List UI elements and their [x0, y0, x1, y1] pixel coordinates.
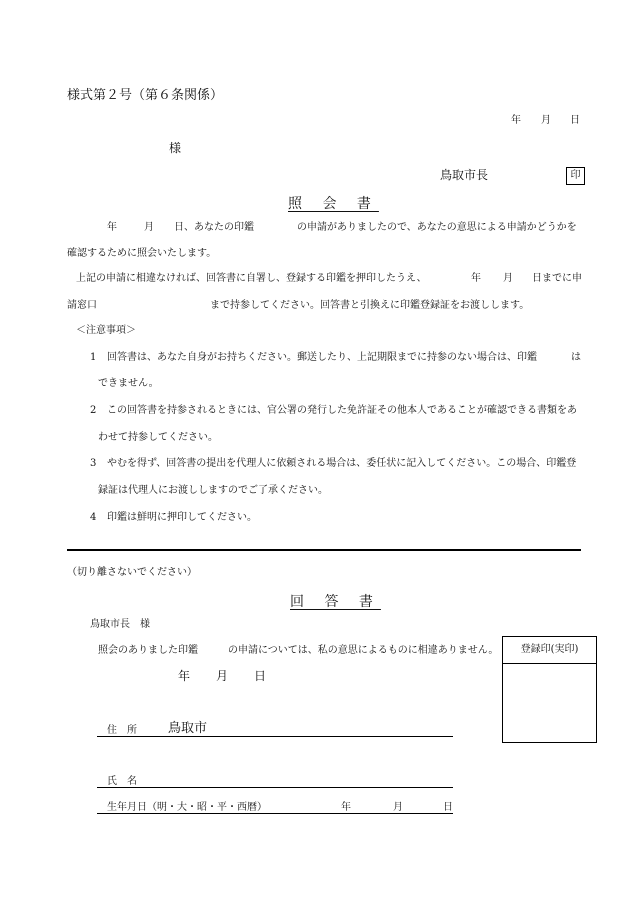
- note-number: 4: [90, 512, 97, 523]
- form-number: 様式第２号（第６条関係）: [67, 88, 224, 103]
- addressee-sama: 様: [169, 141, 182, 155]
- birth-month: 月: [393, 802, 403, 813]
- name-label: 氏 名: [107, 776, 137, 787]
- line4-start: 請窓口: [67, 300, 97, 311]
- note-number: 2: [90, 405, 97, 416]
- date-header-month: 月: [541, 115, 551, 126]
- note-4-line1: 印鑑は鮮明に押印してください。: [107, 512, 257, 523]
- registered-seal-header: 登録印(実印): [503, 637, 596, 664]
- birth-year: 年: [341, 802, 351, 813]
- reply-date-month: 月: [216, 669, 229, 683]
- reply-addressee: 鳥取市長 様: [90, 619, 150, 630]
- note-1-line1-end: は: [571, 352, 581, 363]
- line3-start: 上記の申請に相違なければ、回答書に自署し、登録する印鑑を押印したうえ、: [76, 273, 427, 284]
- note-1-line1: 回答書は、あなた自身がお持ちください。郵送したり、上記期限までに持参のない場合は、印鑑: [107, 352, 537, 363]
- line1-day-text: 日、あなたの印鑑: [174, 222, 254, 233]
- line2: 確認するために照会いたします。: [67, 248, 217, 259]
- line3-end: 日までに申: [532, 273, 582, 284]
- note-1-line2: できません。: [98, 378, 159, 389]
- date-header-day: 日: [570, 115, 580, 126]
- inquiry-title: 照 会 書: [288, 196, 379, 212]
- name-line[interactable]: [97, 787, 453, 788]
- birth-date-label: 生年月日（明・大・昭・平・西暦）: [107, 802, 267, 813]
- issuer-name: 鳥取市長: [440, 168, 489, 182]
- note-2-line1: この回答書を持参されるときには、官公署の発行した免許証その他本人であることが確認できる書類をあ: [107, 405, 577, 416]
- line1-rest: の申請がありましたので、あなたの意思による申請かどうかを: [297, 222, 577, 233]
- birth-date-line[interactable]: [97, 813, 453, 814]
- reply-date-day: 日: [254, 669, 267, 683]
- note-2-line2: わせて持参してください。: [98, 432, 218, 443]
- reply-date-year: 年: [178, 669, 191, 683]
- line1-year: 年: [107, 222, 117, 233]
- cut-line: [67, 549, 581, 551]
- address-value: 鳥取市: [168, 721, 208, 736]
- date-header-year: 年: [511, 115, 521, 126]
- address-label: 住 所: [107, 725, 137, 736]
- notes-header: ＜注意事項＞: [76, 325, 136, 336]
- note-3-line2: 録証は代理人にお渡ししますのでご了承ください。: [98, 485, 328, 496]
- line1-month: 月: [144, 222, 154, 233]
- reply-title: 回 答 書: [290, 594, 381, 610]
- registered-seal-box[interactable]: [502, 636, 597, 743]
- birth-day: 日: [443, 802, 453, 813]
- note-number: 3: [90, 458, 97, 469]
- seal-mark: 印: [566, 167, 585, 185]
- note-number: 1: [90, 352, 97, 363]
- cut-note: （切り離さないでください）: [67, 567, 197, 578]
- address-line[interactable]: [97, 736, 453, 737]
- reply-statement-rest: の申請については、私の意思によるものに相違ありません。: [228, 645, 499, 656]
- line4-rest: まで持参してください。回答書と引換えに印鑑登録証をお渡しします。: [210, 300, 530, 311]
- reply-statement-start: 照会のありました印鑑: [98, 645, 198, 656]
- note-3-line1: やむを得ず、回答書の提出を代理人に依頼される場合は、委任状に記入してください。この場合、印鑑登: [107, 458, 577, 469]
- line3-year: 年: [471, 273, 481, 284]
- line3-month: 月: [503, 273, 513, 284]
